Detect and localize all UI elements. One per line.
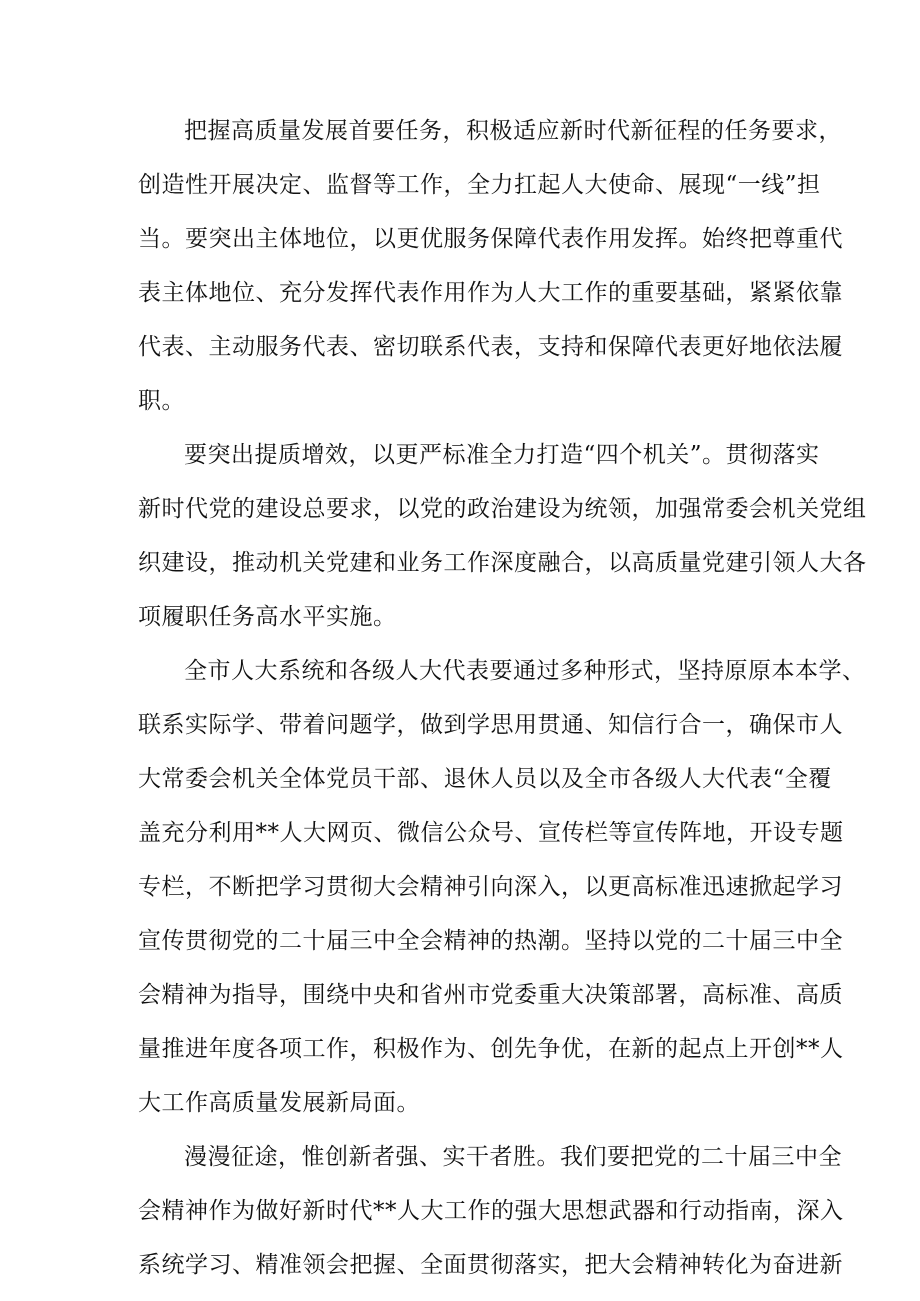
text-line: 要突出提质增效，以更严标准全力打造“四个机关”。贯彻落实: [184, 442, 820, 468]
text-line: 宣传贯彻党的二十届三中全会精神的热潮。坚持以党的二十届三中全: [138, 928, 843, 954]
text-line: 大工作高质量发展新局面。: [138, 1090, 420, 1116]
text-line: 织建设，推动机关党建和业务工作深度融合，以高质量党建引领人大各: [138, 550, 867, 576]
text-line: 职。: [138, 388, 185, 414]
text-line: 代表、主动服务代表、密切联系代表，支持和保障代表更好地依法履: [138, 334, 843, 360]
document-body: [138, 104, 867, 1292]
text-line: 大常委会机关全体党员干部、退休人员以及全市各级人大代表“全覆: [138, 766, 832, 792]
text-line: 当。要突出主体地位，以更优服务保障代表作用发挥。始终把尊重代: [138, 226, 843, 252]
text-line: 专栏，不断把学习贯彻大会精神引向深入，以更高标准迅速掀起学习: [138, 874, 843, 900]
text-line: 量推进年度各项工作，积极作为、创先争优，在新的起点上开创**人: [138, 1036, 844, 1062]
paragraph-2: [138, 428, 867, 644]
paragraph-3: [138, 644, 866, 1130]
text-line: 联系实际学、带着问题学，做到学思用贯通、知信行合一，确保市人: [138, 712, 843, 738]
text-line: 盖充分利用**人大网页、微信公众号、宣传栏等宣传阵地，开设专题: [138, 820, 844, 846]
text-line: 把握高质量发展首要任务，积极适应新时代新征程的任务要求，: [184, 118, 842, 144]
text-line: 新时代党的建设总要求，以党的政治建设为统领，加强常委会机关党组: [138, 496, 867, 522]
text-line: 创造性开展决定、监督等工作，全力扛起人大使命、展现“一线”担: [138, 172, 821, 198]
text-line: 项履职任务高水平实施。: [138, 604, 397, 630]
text-line: 漫漫征途，惟创新者强、实干者胜。我们要把党的二十届三中全: [184, 1144, 842, 1170]
text-line: 表主体地位、充分发挥代表作用作为人大工作的重要基础，紧紧依靠: [138, 280, 843, 306]
text-line: 系统学习、精准领会把握、全面贯彻落实，把大会精神转化为奋进新: [138, 1252, 843, 1278]
text-line: 会精神为指导，围绕中央和省州市党委重大决策部署，高标准、高质: [138, 982, 843, 1008]
text-line: 全市人大系统和各级人大代表要通过多种形式，坚持原原本本学、: [184, 658, 866, 684]
text-line: 会精神作为做好新时代**人大工作的强大思想武器和行动指南，深入: [138, 1198, 844, 1224]
paragraph-4: [138, 1130, 844, 1292]
paragraph-1: [138, 104, 843, 428]
